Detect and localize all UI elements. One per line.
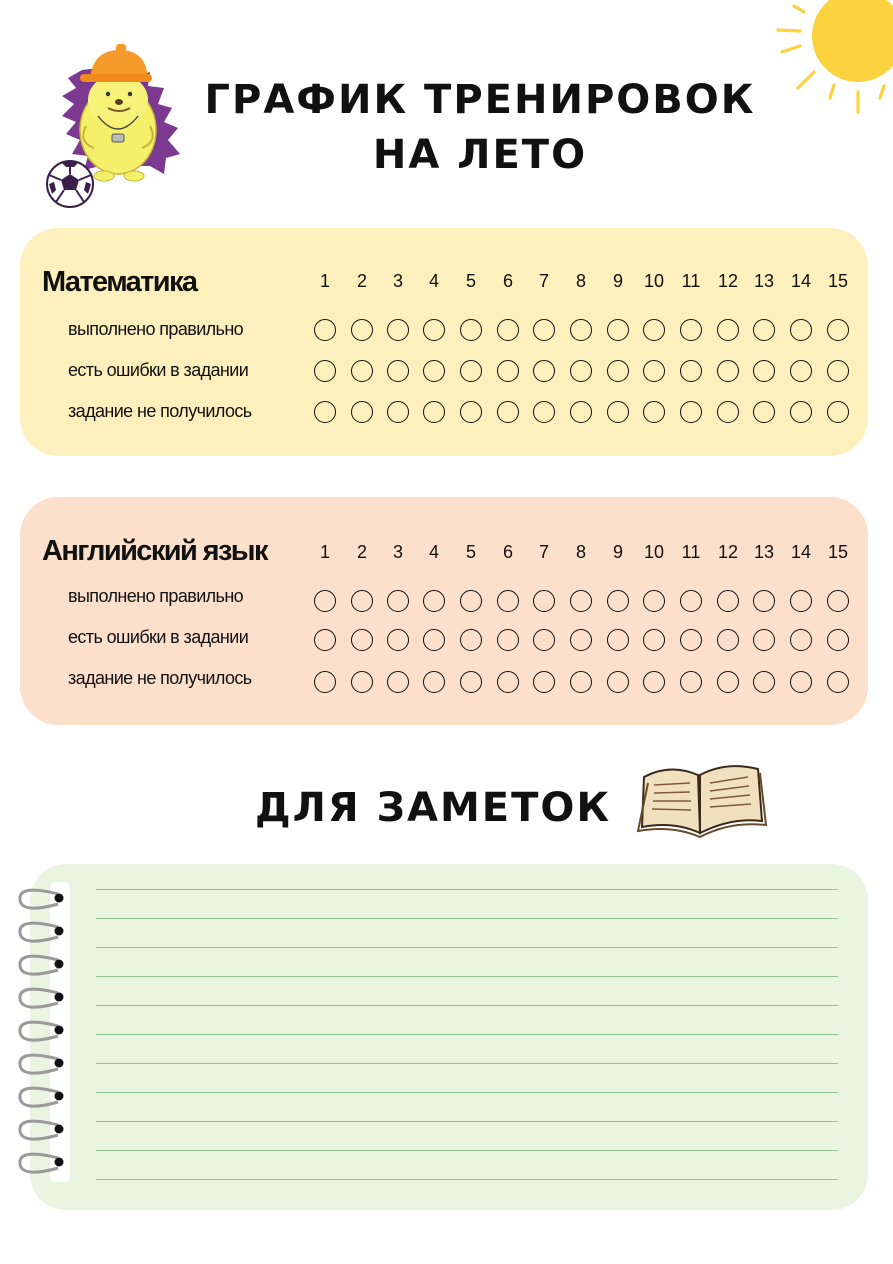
math-checkbox-row1-day15[interactable] <box>827 319 849 341</box>
english-checkbox-row3-day12[interactable] <box>717 671 739 693</box>
english-checkbox-row3-day1[interactable] <box>314 671 336 693</box>
math-checkbox-row2-day10[interactable] <box>643 360 665 382</box>
english-day-4: 4 <box>428 542 439 562</box>
english-checkbox-row2-day15[interactable] <box>827 629 849 651</box>
math-day-11: 11 <box>681 271 701 291</box>
english-checkbox-row3-day7[interactable] <box>533 671 555 693</box>
english-checkbox-row2-day14[interactable] <box>790 629 812 651</box>
math-checkbox-row2-day2[interactable] <box>351 360 373 382</box>
english-checkbox-row3-day3[interactable] <box>387 671 409 693</box>
english-checkbox-row2-day11[interactable] <box>680 629 702 651</box>
english-checkbox-row2-day12[interactable] <box>717 629 739 651</box>
sun-icon <box>770 0 893 118</box>
english-checkbox-row1-day13[interactable] <box>753 590 775 612</box>
math-checkbox-row2-day5[interactable] <box>460 360 482 382</box>
note-line <box>96 918 838 919</box>
english-checkbox-row3-day15[interactable] <box>827 671 849 693</box>
math-day-14: 14 <box>790 271 812 291</box>
math-checkbox-row2-day7[interactable] <box>533 360 555 382</box>
english-checkbox-row1-day4[interactable] <box>423 590 445 612</box>
math-checkbox-row2-day1[interactable] <box>314 360 336 382</box>
spiral-ring <box>20 1154 64 1172</box>
note-line <box>96 1150 838 1151</box>
math-day-13: 13 <box>753 271 775 291</box>
english-day-15: 15 <box>827 542 849 562</box>
math-section <box>20 228 868 456</box>
math-checkbox-row1-day9[interactable] <box>607 319 629 341</box>
math-checkbox-row3-day2[interactable] <box>351 401 373 423</box>
english-checkbox-row2-day7[interactable] <box>533 629 555 651</box>
english-day-6: 6 <box>502 542 513 562</box>
math-day-3: 3 <box>392 271 403 291</box>
english-row-label-1: выполнено правильно <box>68 586 244 606</box>
note-line <box>96 947 838 948</box>
math-checkbox-row3-day5[interactable] <box>460 401 482 423</box>
english-day-5: 5 <box>465 542 476 562</box>
english-day-8: 8 <box>575 542 586 562</box>
math-checkbox-row1-day5[interactable] <box>460 319 482 341</box>
english-row-label-3: задание не получилось <box>68 668 252 688</box>
math-checkbox-row2-day9[interactable] <box>607 360 629 382</box>
math-checkbox-row1-day7[interactable] <box>533 319 555 341</box>
spiral-ring <box>20 1088 64 1106</box>
english-checkbox-row2-day8[interactable] <box>570 629 592 651</box>
english-checkbox-row1-day15[interactable] <box>827 590 849 612</box>
math-day-2: 2 <box>356 271 367 291</box>
english-day-1: 1 <box>319 542 330 562</box>
spiral-ring <box>20 1121 64 1139</box>
note-line <box>96 1063 838 1064</box>
english-checkbox-row1-day2[interactable] <box>351 590 373 612</box>
english-checkbox-row2-day10[interactable] <box>643 629 665 651</box>
math-checkbox-row1-day4[interactable] <box>423 319 445 341</box>
math-checkbox-row2-day11[interactable] <box>680 360 702 382</box>
math-checkbox-row1-day14[interactable] <box>790 319 812 341</box>
math-checkbox-row1-day6[interactable] <box>497 319 519 341</box>
english-row-label-2: есть ошибки в задании <box>68 627 249 647</box>
spiral-ring <box>20 1055 64 1073</box>
math-checkbox-row3-day9[interactable] <box>607 401 629 423</box>
math-checkbox-row1-day2[interactable] <box>351 319 373 341</box>
math-checkbox-row3-day8[interactable] <box>570 401 592 423</box>
note-line <box>96 1121 838 1122</box>
english-checkbox-row3-day11[interactable] <box>680 671 702 693</box>
subject-title-math: Математика <box>42 266 197 298</box>
english-checkbox-row1-day12[interactable] <box>717 590 739 612</box>
note-line <box>96 1034 838 1035</box>
english-checkbox-row2-day1[interactable] <box>314 629 336 651</box>
notes-area[interactable] <box>30 864 868 1210</box>
english-checkbox-row1-day1[interactable] <box>314 590 336 612</box>
page-title-line-2: НА ЛЕТО <box>372 132 588 178</box>
math-checkbox-row2-day8[interactable] <box>570 360 592 382</box>
english-checkbox-row3-day6[interactable] <box>497 671 519 693</box>
english-checkbox-row3-day9[interactable] <box>607 671 629 693</box>
math-checkbox-row2-day6[interactable] <box>497 360 519 382</box>
math-day-8: 8 <box>575 271 586 291</box>
math-checkbox-row2-day14[interactable] <box>790 360 812 382</box>
math-checkbox-row1-day10[interactable] <box>643 319 665 341</box>
math-checkbox-row3-day3[interactable] <box>387 401 409 423</box>
english-checkbox-row3-day10[interactable] <box>643 671 665 693</box>
english-checkbox-row3-day5[interactable] <box>460 671 482 693</box>
math-checkbox-row3-day1[interactable] <box>314 401 336 423</box>
math-checkbox-row3-day14[interactable] <box>790 401 812 423</box>
english-checkbox-row1-day9[interactable] <box>607 590 629 612</box>
math-checkbox-row2-day12[interactable] <box>717 360 739 382</box>
english-checkbox-row2-day4[interactable] <box>423 629 445 651</box>
math-day-12: 12 <box>717 271 739 291</box>
math-day-5: 5 <box>465 271 476 291</box>
english-checkbox-row2-day2[interactable] <box>351 629 373 651</box>
math-checkbox-row1-day8[interactable] <box>570 319 592 341</box>
math-checkbox-row2-day4[interactable] <box>423 360 445 382</box>
math-row-label-2: есть ошибки в задании <box>68 360 249 380</box>
english-checkbox-row3-day2[interactable] <box>351 671 373 693</box>
english-checkbox-row2-day5[interactable] <box>460 629 482 651</box>
math-day-15: 15 <box>827 271 849 291</box>
english-day-3: 3 <box>392 542 403 562</box>
math-checkbox-row2-day15[interactable] <box>827 360 849 382</box>
english-checkbox-row1-day11[interactable] <box>680 590 702 612</box>
spiral-ring <box>20 956 64 974</box>
english-day-10: 10 <box>643 542 665 562</box>
spiral-ring <box>20 923 64 941</box>
english-section <box>20 497 868 725</box>
math-checkbox-row1-day13[interactable] <box>753 319 775 341</box>
math-checkbox-row3-day6[interactable] <box>497 401 519 423</box>
english-checkbox-row1-day14[interactable] <box>790 590 812 612</box>
math-row-label-3: задание не получилось <box>68 401 252 421</box>
note-line <box>96 1092 838 1093</box>
math-checkbox-row2-day13[interactable] <box>753 360 775 382</box>
spiral-ring <box>20 1022 64 1040</box>
math-checkbox-row3-day7[interactable] <box>533 401 555 423</box>
note-line <box>96 889 838 890</box>
math-checkbox-row1-day3[interactable] <box>387 319 409 341</box>
english-checkbox-row3-day13[interactable] <box>753 671 775 693</box>
english-checkbox-row2-day13[interactable] <box>753 629 775 651</box>
math-day-10: 10 <box>643 271 665 291</box>
english-checkbox-row2-day3[interactable] <box>387 629 409 651</box>
note-line <box>96 1179 838 1180</box>
math-checkbox-row1-day11[interactable] <box>680 319 702 341</box>
english-day-13: 13 <box>753 542 775 562</box>
english-checkbox-row3-day14[interactable] <box>790 671 812 693</box>
math-day-6: 6 <box>502 271 513 291</box>
math-checkbox-row1-day1[interactable] <box>314 319 336 341</box>
english-checkbox-row1-day3[interactable] <box>387 590 409 612</box>
math-day-7: 7 <box>538 271 549 291</box>
notes-title: ДЛЯ ЗАМЕТОК <box>255 785 612 831</box>
english-checkbox-row1-day10[interactable] <box>643 590 665 612</box>
open-book-icon <box>636 755 768 841</box>
math-day-9: 9 <box>612 271 623 291</box>
math-checkbox-row3-day10[interactable] <box>643 401 665 423</box>
english-day-9: 9 <box>612 542 623 562</box>
soccer-ball-icon <box>44 158 96 210</box>
english-checkbox-row2-day9[interactable] <box>607 629 629 651</box>
english-checkbox-row3-day4[interactable] <box>423 671 445 693</box>
page-title-line-1: ГРАФИК ТРЕНИРОВОК <box>204 77 756 123</box>
subject-title-english: Английский язык <box>42 535 267 567</box>
english-checkbox-row1-day5[interactable] <box>460 590 482 612</box>
english-checkbox-row1-day6[interactable] <box>497 590 519 612</box>
math-checkbox-row1-day12[interactable] <box>717 319 739 341</box>
math-checkbox-row3-day11[interactable] <box>680 401 702 423</box>
english-day-11: 11 <box>681 542 701 562</box>
english-checkbox-row3-day8[interactable] <box>570 671 592 693</box>
math-day-4: 4 <box>428 271 439 291</box>
english-checkbox-row1-day7[interactable] <box>533 590 555 612</box>
note-line <box>96 1005 838 1006</box>
math-checkbox-row3-day13[interactable] <box>753 401 775 423</box>
english-day-2: 2 <box>356 542 367 562</box>
english-day-14: 14 <box>790 542 812 562</box>
spiral-ring <box>20 989 64 1007</box>
note-line <box>96 976 838 977</box>
math-row-label-1: выполнено правильно <box>68 319 244 339</box>
math-checkbox-row3-day15[interactable] <box>827 401 849 423</box>
spiral-binding-icon <box>12 884 72 1184</box>
math-checkbox-row3-day12[interactable] <box>717 401 739 423</box>
english-checkbox-row1-day8[interactable] <box>570 590 592 612</box>
math-day-1: 1 <box>319 271 330 291</box>
english-day-12: 12 <box>717 542 739 562</box>
english-checkbox-row2-day6[interactable] <box>497 629 519 651</box>
spiral-ring <box>20 890 64 908</box>
math-checkbox-row2-day3[interactable] <box>387 360 409 382</box>
english-day-7: 7 <box>538 542 549 562</box>
math-checkbox-row3-day4[interactable] <box>423 401 445 423</box>
